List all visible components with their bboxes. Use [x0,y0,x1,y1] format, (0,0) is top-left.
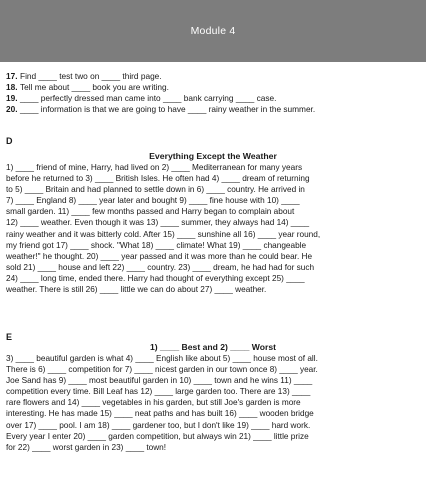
item-number: 19. [6,93,18,103]
text-line: competition every time. Bill Leaf has 12) ____ large garden too. There are 13) ____ [6,387,311,397]
text-line: small garden. 11) ____ few months passed and Harry began to complain about [6,207,295,217]
section-e [6,341,420,453]
section-d-paragraph [6,162,420,295]
section-d-title: Everything Except the Weather [149,151,277,161]
module-header [0,0,426,62]
text-line: Joe Sand has 9) ____ most beautiful garden in 10) ____ town and he wins 11) ____ [6,376,313,386]
item-number: 20. [6,104,18,114]
exercise-item [6,93,420,104]
text-line: There is 6) ____ competition for 7) ____ nicest garden in our town once 8) ____ year. [6,365,318,375]
text-line: 1) ____ friend of mine, Harry, had lived on 2) ____ Mediterranean for many years [6,163,303,172]
item-text: ____ perfectly dressed man came into ____ bank carrying ____ case. [20,93,277,103]
text-line: before he returned to 3) ____ British Isles. He often had 4) ____ dream of returning [6,174,310,184]
exercise-item [6,104,420,115]
exercise-item [6,71,420,82]
section-e-paragraph [6,353,420,453]
text-line: for 22) ____ worst garden in 23) ____ town! [6,442,167,452]
item-text: ____ information is that we are going to have ____ rainy weather in the summer. [20,104,316,114]
text-line: to 5) ____ Britain and had planned to settle down in 6) ____ country. He arrived in [6,185,305,195]
text-line: 7) ____ England 8) ____ year later and bought 9) ____ fine house with 10) ____ [6,196,300,206]
module-title: Module 4 [190,25,236,37]
text-line: weather. There is still 26) ____ little we can do about 27) ____ weather. [6,285,267,295]
item-number: 18. [6,82,18,92]
exercise-item [6,82,420,93]
text-line: Every year I enter 20) ____ garden competition, but always win 21) ____ little prize [6,431,309,441]
text-line: 24) ____ long time, ended there. Harry had thought of everything except 25) ____ [6,273,305,283]
text-line: 12) ____ weather. Even though it was 13) ____ summer, they always had 14) ____ [6,218,310,228]
text-line: my friend got 17) ____ shock. "What 18) ____ climate! What 19) ____ changeable [6,240,307,250]
text-line: interesting. He has made 15) ____ neat paths and has built 16) ____ wooden bridge [6,409,314,419]
text-line: sold 21) ____ house and left 22) ____ country. 23) ____ dream, he had had for such [6,262,315,272]
item-number: 17. [6,71,18,81]
section-letter-d: D [6,136,13,146]
text-line: rainy weather and it was bitterly cold. After 15) ____ sunshine all 16) ____ year round, [6,229,321,239]
section-d [6,150,420,295]
text-line: 3) ____ beautiful garden is what 4) ____ English like about 5) ____ house most of all. [6,354,318,363]
exercise-c-items [6,71,420,115]
text-line: over 17) ____ pool. I am 18) ____ gardener too, but I don't like 19) ____ hard work. [6,420,311,430]
text-line: rare flowers and 14) ____ vegetables in his garden, but still Joe's garden is more [6,398,301,408]
section-e-title: 1) ____ Best and 2) ____ Worst [150,342,276,352]
item-text: Tell me about ____ book you are writing. [20,82,169,92]
text-line: weather!" he thought. 20) ____ year passed and it was more than he could bear. He [6,251,313,261]
section-letter-e: E [6,332,13,342]
item-text: Find ____ test two on ____ third page. [20,71,162,81]
